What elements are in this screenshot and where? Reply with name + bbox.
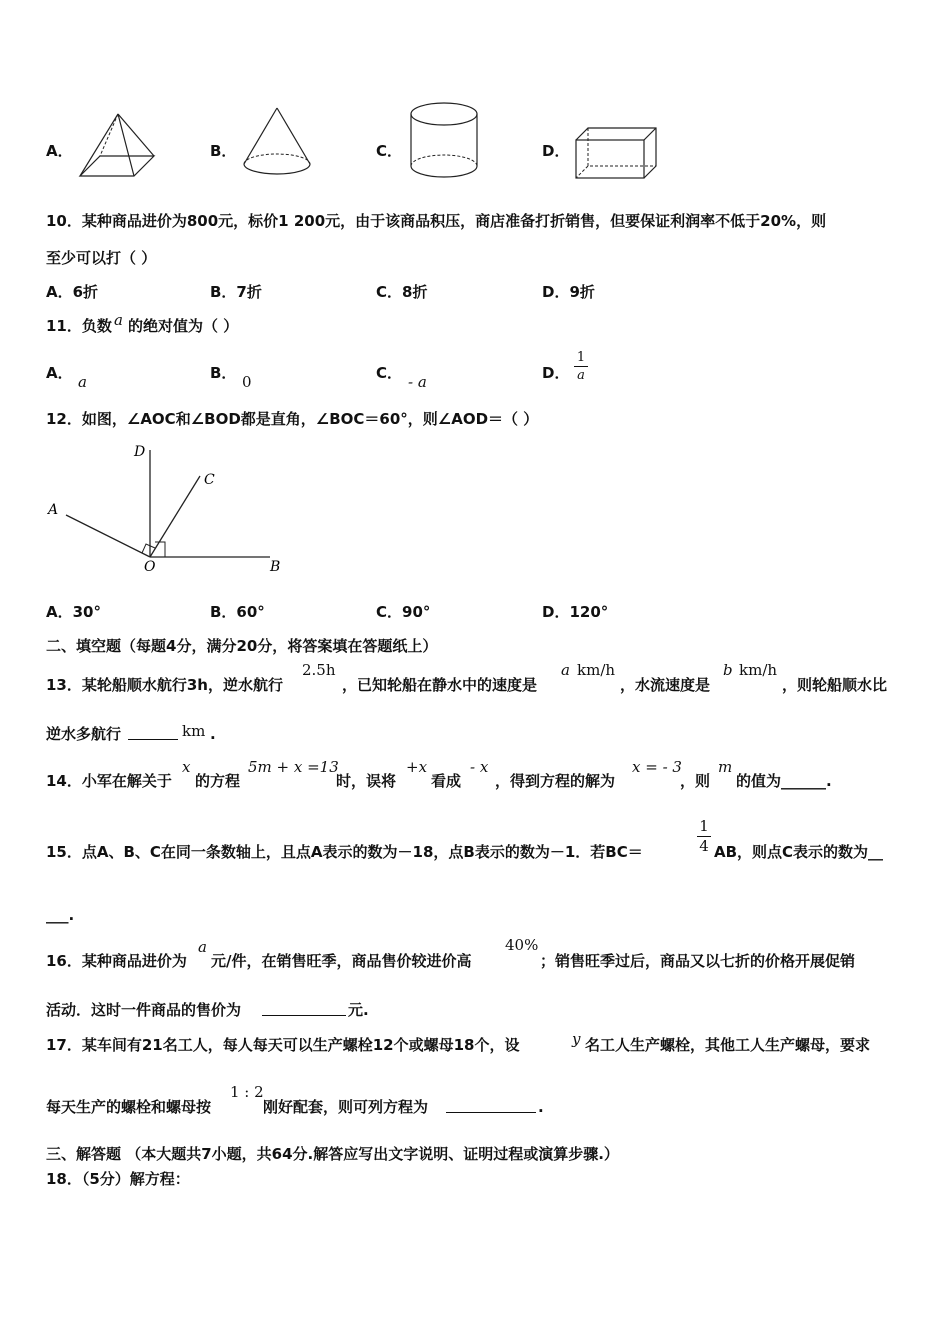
q12-option-c: C．90° [376, 603, 431, 621]
q14-text-2: 的方程 [195, 772, 241, 790]
q13-end: . [210, 725, 216, 743]
fraction-denominator: a [577, 368, 585, 383]
cone-figure [240, 106, 314, 182]
q14-text-5: ，得到方程的解为 [495, 772, 616, 790]
fraction-numerator: 1 [699, 817, 709, 835]
q13-math-unit-b: km/h [739, 661, 778, 679]
q14-math-x: x [182, 758, 191, 776]
q10-option-c: C．8折 [376, 283, 428, 301]
point-label-a: A [48, 502, 59, 518]
q13-text-3: ，水流速度是 [620, 676, 711, 694]
pyramid-figure [78, 112, 158, 182]
q11-option-a-value: a [78, 373, 87, 391]
q17-answer-blank [446, 1098, 536, 1113]
q13-text-2: ，已知轮船在静水中的速度是 [342, 676, 538, 694]
q11-option-b-label: B． [210, 364, 237, 382]
q16-text-line2a: 活动．这时一件商品的售价为 [46, 1001, 242, 1019]
q11-option-c-value: - a [408, 373, 427, 391]
point-label-d: D [134, 444, 146, 460]
q12-stem: 12．如图，∠AOC和∠BOD都是直角，∠BOC＝60°，则∠AOD＝（ ） [46, 410, 539, 428]
point-label-o: O [144, 559, 156, 575]
fraction-numerator: 1 [576, 350, 586, 365]
q16-math-percent: 40% [505, 936, 539, 954]
q15-text-line2: ___. [46, 906, 75, 924]
cylinder-figure [408, 100, 480, 182]
q16-math-a: a [198, 938, 207, 956]
q14-text-4: 看成 [431, 772, 462, 790]
q14-text-3: 时，误将 [336, 772, 397, 790]
q10-stem-line2: 至少可以打（ ） [46, 249, 157, 267]
q17-math-y: y [572, 1030, 581, 1048]
point-label-b: B [270, 559, 281, 575]
q14-math-solution: x = - 3 [632, 758, 682, 776]
q9-option-a-label: A． [46, 142, 73, 160]
q11-var-a: a [114, 311, 123, 329]
q13-math-b: b [723, 661, 733, 679]
q17-text-line2b: 刚好配套，则可列方程为 [263, 1098, 429, 1116]
angle-figure [44, 440, 294, 580]
q10-option-d: D．9折 [542, 283, 595, 301]
q13-math-a: a [561, 661, 570, 679]
q13-math-time: 2.5h [302, 661, 336, 679]
q14-text-1: 14．小军在解关于 [46, 772, 172, 790]
q13-unit-km: km [182, 722, 206, 740]
q17-math-ratio: 1 : 2 [230, 1083, 264, 1101]
q10-option-a: A．6折 [46, 283, 99, 301]
q11-option-a-label: A． [46, 364, 73, 382]
section-3-heading: 三、解答题 （本大题共7小题，共64分.解答应写出文字说明、证明过程或演算步骤.） [46, 1145, 619, 1163]
q11-option-d-fraction [574, 350, 588, 383]
q11-option-d-label: D． [542, 364, 570, 382]
q10-stem-line1: 10．某种商品进价为800元，标价1 200元，由于该商品积压，商店准备打折销售，但要保证利润率不低于20%，则 [46, 212, 827, 230]
fraction-bar [574, 366, 588, 367]
section-2-heading: 二、填空题（每题4分，满分20分，将答案填在答题纸上） [46, 637, 438, 655]
q11-stem-prefix: 11．负数 [46, 317, 112, 335]
q17-end: . [538, 1098, 544, 1116]
q16-text-2: 元/件，在销售旺季，商品售价较进价高 [211, 952, 472, 970]
q17-text-line2a: 每天生产的螺栓和螺母按 [46, 1098, 212, 1116]
q13-text-1: 13．某轮船顺水航行3h，逆水航行 [46, 676, 283, 694]
q14-text-7: 的值为______. [736, 772, 832, 790]
q17-text-2: 名工人生产螺栓，其他工人生产螺母，要求 [585, 1036, 871, 1054]
q14-math-m: m [718, 758, 733, 776]
q13-text-line2: 逆水多航行 [46, 725, 122, 743]
q12-option-b: B．60° [210, 603, 265, 621]
fraction-denominator: 4 [699, 837, 709, 855]
q15-text-1: 15．点A、B、C在同一条数轴上，且点A表示的数为－18，点B表示的数为－1．若BC＝ [46, 843, 643, 861]
q9-option-b-label: B． [210, 142, 237, 160]
q11-option-b-value: 0 [242, 373, 252, 391]
q13-answer-blank [128, 725, 178, 740]
q12-option-a: A．30° [46, 603, 101, 621]
q15-fraction [697, 818, 711, 855]
q14-text-6: ，则 [680, 772, 711, 790]
q11-option-c-label: C． [376, 364, 403, 382]
q13-math-unit-a: km/h [577, 661, 616, 679]
point-label-c: C [204, 472, 215, 488]
q14-math-equation: 5m + x =13 [248, 758, 339, 776]
q16-text-3: ；销售旺季过后，商品又以七折的价格开展促销 [540, 952, 856, 970]
q16-text-line2b: 元. [348, 1001, 369, 1019]
q13-text-4: ，则轮船顺水比 [782, 676, 888, 694]
q16-answer-blank [262, 1001, 346, 1016]
q9-option-c-label: C． [376, 142, 403, 160]
q10-option-b: B．7折 [210, 283, 262, 301]
q18-stem: 18．（5分）解方程： [46, 1170, 190, 1188]
q17-text-1: 17．某车间有21名工人，每人每天可以生产螺栓12个或螺母18个，设 [46, 1036, 520, 1054]
q9-option-d-label: D． [542, 142, 570, 160]
q14-math-minus-x: - x [470, 758, 489, 776]
q11-stem-suffix: 的绝对值为（ ） [128, 317, 239, 335]
cuboid-figure [574, 126, 660, 182]
q14-math-plus-x: +x [406, 758, 428, 776]
q15-text-2: AB，则点C表示的数为__ [714, 843, 884, 861]
q16-text-1: 16．某种商品进价为 [46, 952, 187, 970]
q12-option-d: D．120° [542, 603, 609, 621]
